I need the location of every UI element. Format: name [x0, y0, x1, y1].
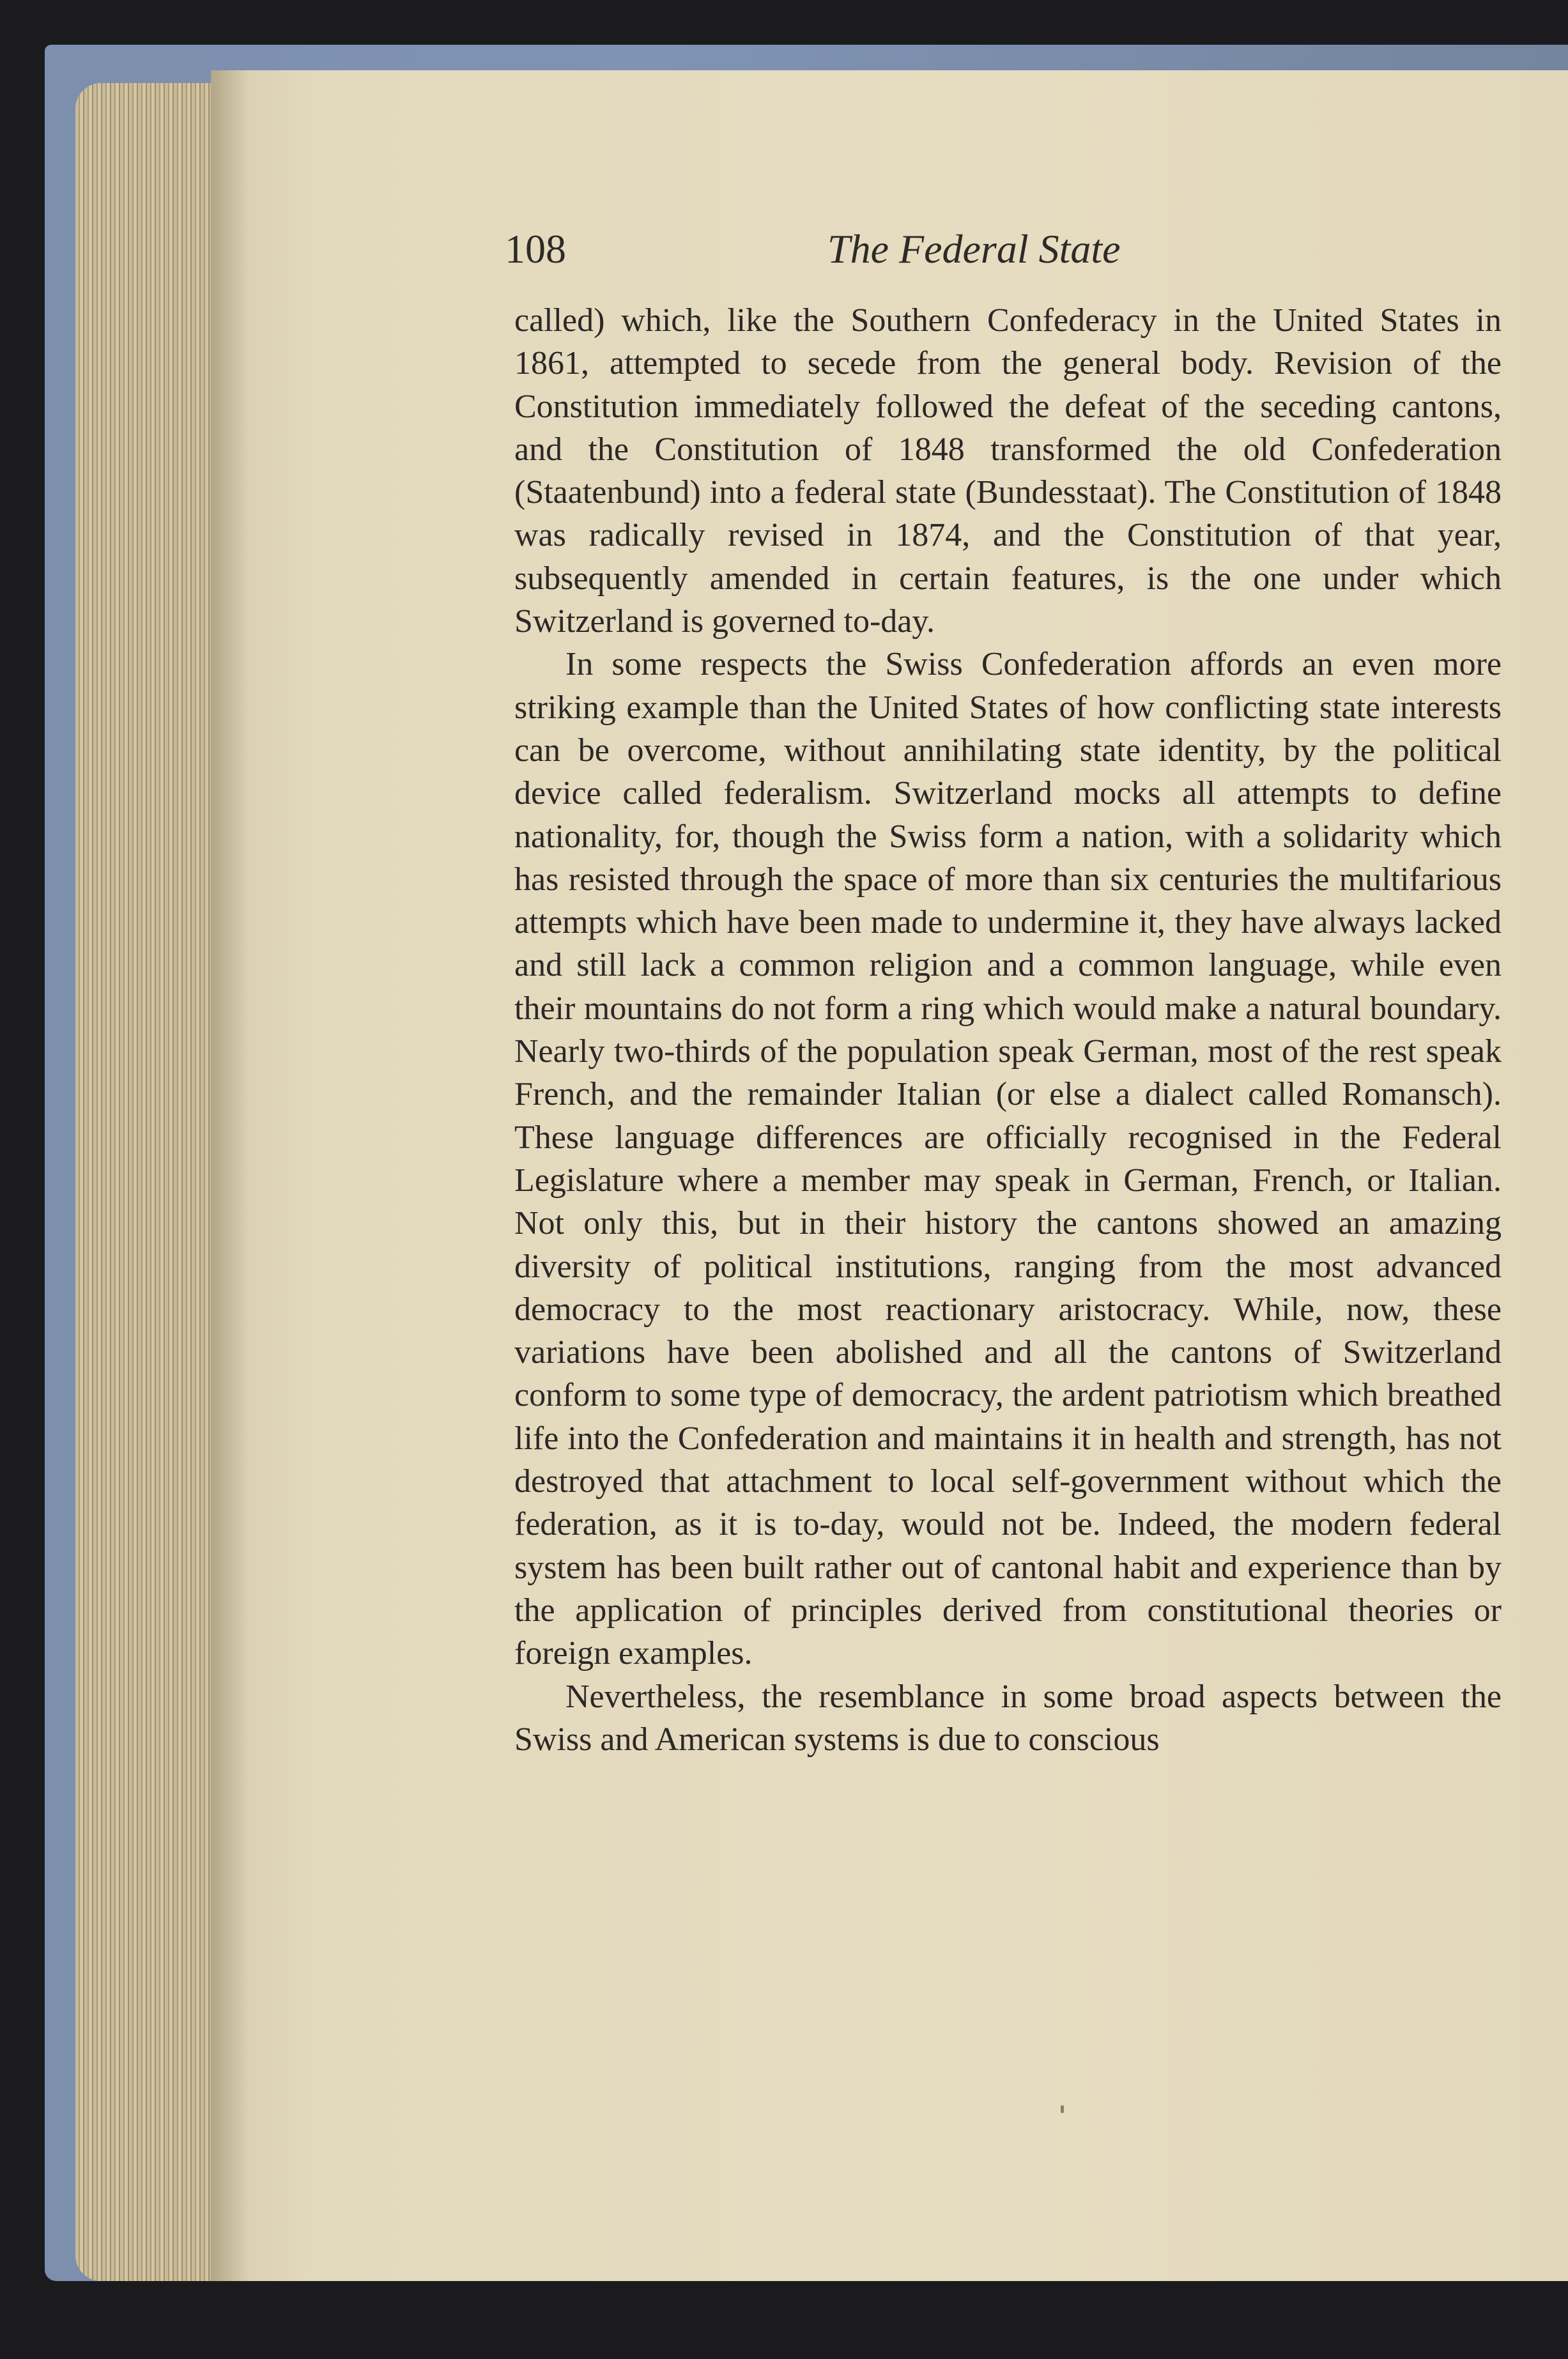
background-bottom [0, 2281, 1568, 2359]
page-number: 108 [505, 226, 566, 272]
paragraph-1: called) which, like the Southern Confederacy in the United States in 1861, attempted to secede from the general body. Revision of the Constitution immediately followed the defeat of the seceding cantons, and the Constitution of 1848 transformed the old Confederation (Staatenbund) into a federal state (Bundesstaat). The Constitution of 1848 was radically revised in 1874, and the Constitution of that year, subsequently amended in certain features, is the one under which Switzerland is governed to-day. [514, 302, 1502, 640]
paragraph-3: Nevertheless, the resemblance in some broad aspects between the Swiss and American systems is due to conscious [514, 1678, 1502, 1758]
running-title: The Federal State [827, 226, 1121, 272]
paragraph-2: In some respects the Swiss Confederation affords an even more striking example than the United States of how conflicting state interests can be overcome, without annihilating state identity, by the political device called federalism. Switzerland mocks all attempts to define nationality, for, though the Swiss form a nation, with a solidarity which has resisted through the space of more than six centuries the multifarious attempts which have been made to undermine it, they have always lacked and still lack a common religion and a common language, while even their mountains do not form a ring which would make a natural boundary. Nearly two-thirds of the population speak German, most of the rest speak French, and the remainder Italian (or else a dialect called Romansch). These language differences are officially recognised in the Federal Legislature where a member may speak in German, French, or Italian. Not only this, but in their history the cantons showed an amazing diversity of political institutions, ranging from the most advanced democracy to the most reactionary aristocracy. While, now, these variations have been abolished and all the cantons of Switzerland conform to some type of democracy, the ardent patriotism which breathed life into the Confederation and maintains it in health and strength, has not destroyed that attachment to local self-government without which the federation, as it is to-day, would not be. Indeed, the modern federal system has been built rather out of cantonal habit and experience than by the application of principles derived from constitutional theories or foreign examples. [514, 646, 1502, 1672]
body-text [514, 299, 1502, 1761]
page-header [505, 217, 1176, 281]
paper-speck [1061, 2105, 1064, 2113]
gutter-shadow [211, 70, 249, 2281]
